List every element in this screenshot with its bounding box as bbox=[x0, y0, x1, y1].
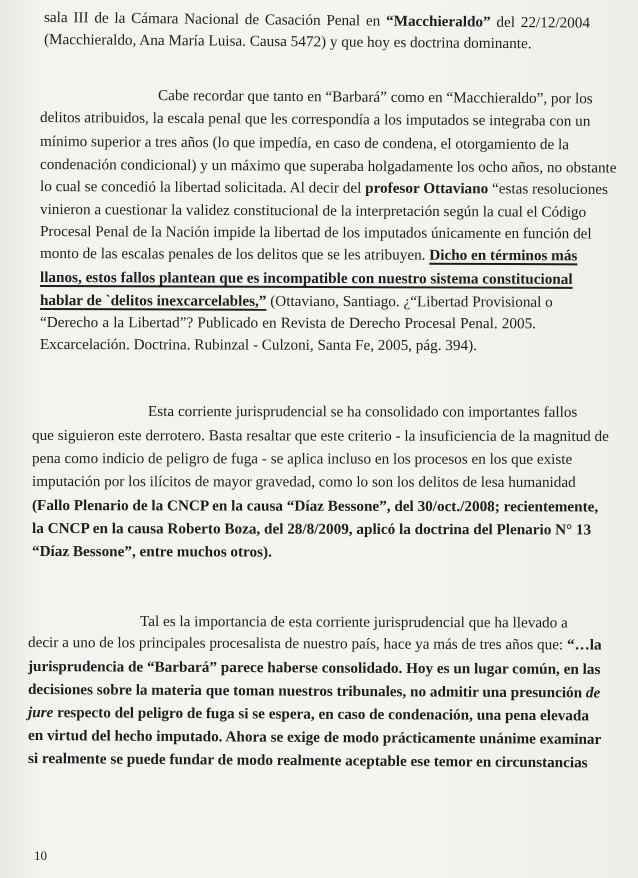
text-run: decisiones sobre la materia que toman nuestros tribunales, no admitir una presunción bbox=[27, 681, 586, 702]
text-line bbox=[39, 108, 591, 131]
text-run: pena como indicio de peligro de fuga - se aplica incluso en los procesos en los que existe bbox=[31, 450, 573, 468]
text-run: en virtud del hecho imputado. Ahora se exige de modo prácticamente unánime examinar bbox=[27, 727, 602, 749]
text-run: (Ottaviano, Santiago. ¿“Libertad Provisional o bbox=[266, 292, 553, 311]
text-line bbox=[27, 680, 601, 703]
text-run: “Macchieraldo” bbox=[385, 12, 491, 31]
text-line bbox=[40, 313, 536, 334]
text-line bbox=[39, 268, 573, 290]
text-line bbox=[27, 726, 602, 749]
text-line bbox=[147, 402, 578, 423]
text-line bbox=[32, 542, 512, 563]
page-number: 10 bbox=[34, 848, 47, 863]
text-line bbox=[157, 86, 593, 109]
text-line bbox=[27, 633, 602, 655]
text-run: jure bbox=[27, 704, 54, 722]
text-line bbox=[27, 657, 601, 680]
text-line bbox=[39, 222, 592, 244]
text-line bbox=[39, 200, 587, 223]
text-line bbox=[27, 703, 590, 726]
text-run: de bbox=[585, 684, 601, 702]
text-run: Dicho en términos más bbox=[429, 246, 578, 265]
text-run: que siguieron este derrotero. Basta resaltar que este criterio - la insuficiencia de la magnitud de bbox=[31, 427, 609, 446]
text-run: Cabe recordar que tanto en “Barbará” como en “Macchieraldo”, por los bbox=[157, 87, 593, 108]
text-run: hablar de `delitos inexcarcelables,” bbox=[39, 292, 267, 310]
text-line bbox=[31, 426, 609, 447]
text-run: profesor Ottaviano bbox=[365, 179, 489, 198]
text-line bbox=[39, 244, 578, 266]
text-run: imputación por los ilícitos de mayor gravedad, como lo son los delitos de lesa humanidad bbox=[31, 473, 576, 491]
text-line bbox=[31, 449, 573, 470]
text-run: “Derecho a la Libertad”? Publicado en Revista de Derecho Procesal Penal. 2005. bbox=[39, 314, 537, 333]
text-line bbox=[31, 472, 576, 493]
text-run: delitos atribuidos, la escala penal que les correspondía a los imputados se integraba con un bbox=[39, 109, 591, 130]
text-run: “estas resoluciones bbox=[488, 180, 609, 198]
text-run: la CNCP en la causa Roberto Boza, del 28/8/2009, aplicó la doctrina del Plenario N° 13 bbox=[31, 520, 592, 539]
text-run: Esta corriente jurisprudencial se ha consolidado con importantes fallos bbox=[147, 403, 578, 421]
text-run: decir a uno de los principales procesalista de nuestro país, hace ya más de tres años que: bbox=[27, 634, 568, 654]
text-line bbox=[39, 155, 617, 178]
text-line bbox=[39, 177, 609, 200]
text-run: vinieron a cuestionar la validez constitucional de la interpretación según la cual el Código bbox=[39, 201, 587, 221]
text-run: sala III de la Cámara Nacional de Casación Penal en bbox=[43, 9, 387, 30]
text-run: llanos, estos fallos plantean que es incompatible con nuestro sistema constitucional bbox=[39, 269, 573, 288]
text-line bbox=[43, 30, 532, 54]
text-run: lo cual se concedió la libertad solicitada. Al decir del bbox=[39, 178, 366, 197]
text-line bbox=[39, 291, 553, 313]
text-run: si realmente se puede fundar de modo realmente aceptable ese temor en circunstancias bbox=[27, 750, 588, 772]
text-run: (Macchieraldo, Ana María Luisa. Causa 5472) y que hoy es doctrina dominante. bbox=[43, 31, 532, 53]
text-run: monto de las escalas penales de los delitos que se les atribuyen. bbox=[39, 245, 430, 264]
text-line bbox=[31, 496, 599, 517]
text-run: respecto del peligro de fuga si se espera, en caso de condenación, una pena elevada bbox=[53, 704, 590, 725]
text-line bbox=[39, 132, 570, 155]
text-run: “…la bbox=[566, 636, 602, 654]
text-run: mínimo superior a tres años (lo que impedía, en caso de condena, el otorgamiento de la bbox=[39, 133, 570, 154]
text-line bbox=[27, 749, 588, 773]
text-line bbox=[39, 335, 477, 356]
text-run: “Díaz Bessone”, entre muchos otros). bbox=[31, 543, 272, 561]
text-run: (Fallo Plenario de la CNCP en la causa “Díaz Bessone”, del 30/oct./2008; recientemente, bbox=[31, 497, 599, 516]
text-run: condenación condicional) y un máximo que superaba holgadamente los ocho años, no obstante bbox=[39, 156, 617, 177]
text-line bbox=[31, 519, 592, 540]
text-run: Tal es la importancia de esta corriente jurisprudencial que ha llevado a bbox=[139, 613, 568, 632]
text-run: del 22/12/2004 bbox=[490, 13, 591, 32]
text-line bbox=[139, 612, 568, 633]
text-run: jurisprudencia de “Barbará” parece haberse consolidado. Hoy es un lugar común, en las bbox=[27, 658, 601, 678]
text-run: Procesal Penal de la Nación impide la libertad de los imputados únicamente en función del bbox=[39, 223, 592, 243]
text-run: Excarcelación. Doctrina. Rubinzal - Culzoni, Santa Fe, 2005, pág. 394). bbox=[39, 336, 477, 355]
